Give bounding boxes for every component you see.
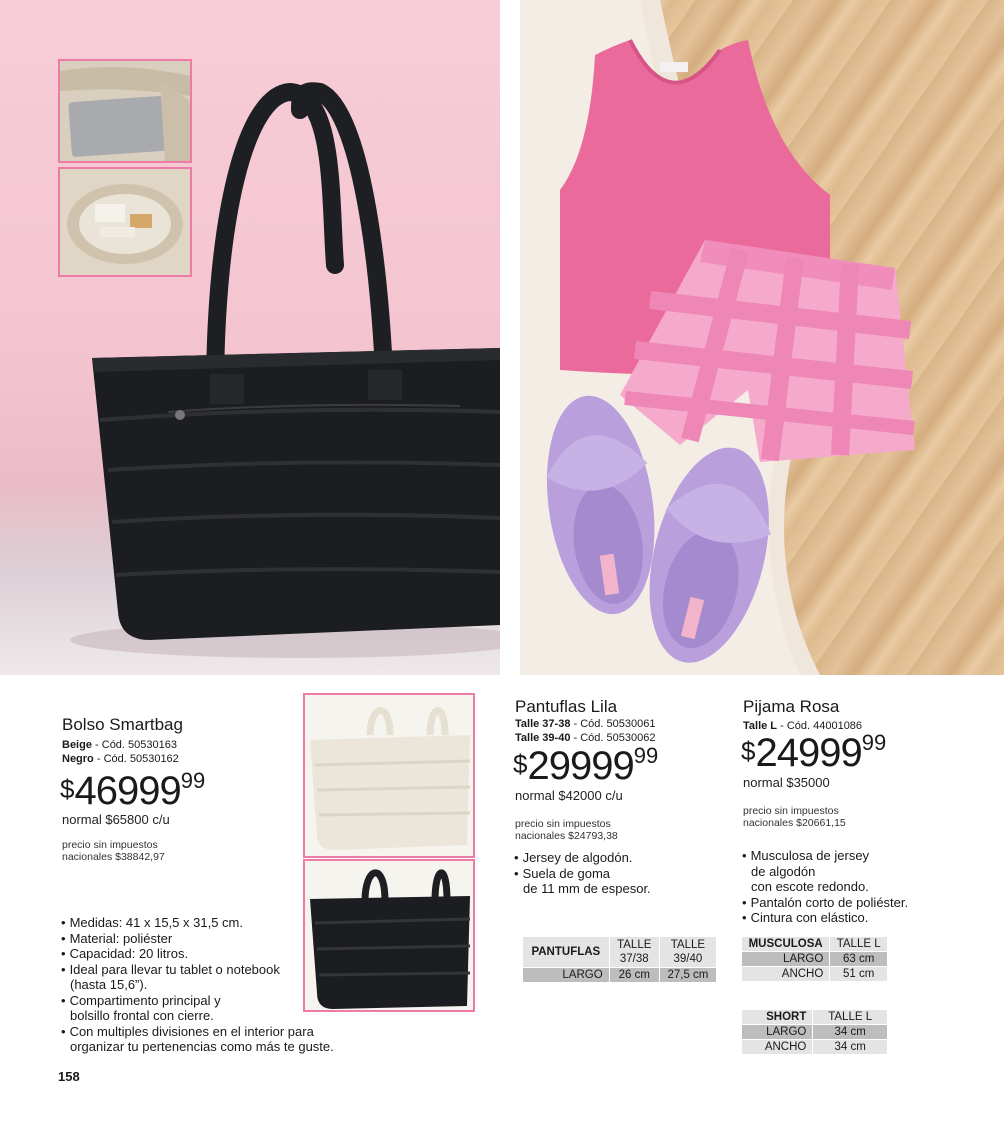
table-cell: 34 cm [813,1025,888,1040]
pantuflas-code-37-38: Talle 37-38 - Cód. 50530061 [515,718,656,730]
variant-black-thumbnail[interactable] [303,859,475,1012]
table-cell: LARGO [742,1025,813,1040]
pijama-title: Pijama Rosa [743,697,840,716]
pijama-code-talle-l: Talle L - Cód. 44001086 [743,720,863,732]
table-header-cell: TALLE L [813,1010,888,1025]
table-cell: 34 cm [813,1040,888,1055]
table-row [742,1040,888,1055]
thumbnail-laptop-compartment[interactable] [58,59,192,163]
table-row [742,967,888,982]
table-header-row [742,937,888,952]
table-cell: LARGO [523,968,609,983]
pantuflas-size-table [523,937,717,983]
bolso-codes [62,738,179,766]
table-header-cell: TALLE L [830,937,888,952]
list-item: • Jersey de algodón. [513,850,713,866]
pantuflas-features [513,850,713,897]
bolso-code-negro: Negro - Cód. 50530162 [62,753,179,765]
thumbnail-inside-dividers[interactable] [58,167,192,277]
list-item: • Cintura con elástico. [741,910,961,926]
bag-photo [0,0,500,675]
list-item: • Capacidad: 20 litros. [60,946,360,962]
pantuflas-price: $2999999 [513,743,659,788]
bolso-title: Bolso Smartbag [62,715,183,734]
table-cell: 26 cm [609,968,659,983]
pijama-normal-price: normal $35000 [743,775,830,790]
table-header-row [523,937,717,968]
bolso-price: $4699999 [60,768,206,813]
bolso-normal-price: normal $65800 c/u [62,812,170,827]
bag-interior-icon [60,169,190,275]
pantuflas-normal-price: normal $42000 c/u [515,788,623,803]
table-cell: LARGO [742,952,830,967]
table-row [742,1025,888,1040]
table-row [523,968,717,983]
pantuflas-title: Pantuflas Lila [515,697,618,716]
pantuflas-national-price: precio sin impuestos nacionales $24793,38 [515,818,618,842]
variant-beige-thumbnail[interactable] [303,693,475,858]
list-item: • Ideal para llevar tu tablet o notebook (hasta 15,6”). [60,962,360,993]
pajama-and-slippers-illustration [520,0,1004,675]
table-cell: 63 cm [830,952,888,967]
pijama-national-price: precio sin impuestos nacionales $20661,15 [743,805,846,829]
list-item: • Musculosa de jersey de algodón con escote redondo. [741,848,961,895]
table-row [742,952,888,967]
bolso-code-beige: Beige - Cód. 50530163 [62,739,177,751]
list-item: • Suela de goma de 11 mm de espesor. [513,866,713,897]
table-cell: ANCHO [742,967,830,982]
beige-bag-icon [305,695,473,856]
pajama-slippers-photo [520,0,1004,675]
bolso-national-price: precio sin impuestos nacionales $38842,97 [62,839,165,863]
list-item: • Con multiples divisiones en el interior para organizar tu pertenencias como más te guste. [60,1024,360,1055]
table-header-cell: SHORT [742,1010,813,1025]
pantuflas-codes [515,717,655,745]
table-header-cell: MUSCULOSA [742,937,830,952]
pijama-features [741,848,961,926]
pijama-price: $2499999 [741,730,887,775]
list-item: • Pantalón corto de poliéster. [741,895,961,911]
page-number: 158 [58,1069,80,1084]
list-item: • Medidas: 41 x 15,5 x 31,5 cm. [60,915,360,931]
black-bag-icon [305,861,473,1010]
table-cell: ANCHO [742,1040,813,1055]
pantuflas-code-39-40: Talle 39-40 - Cód. 50530062 [515,732,656,744]
list-item: • Compartimento principal y bolsillo frontal con cierre. [60,993,360,1024]
pijama-short-size-table [742,1010,888,1055]
table-header-row [742,1010,888,1025]
table-cell: 51 cm [830,967,888,982]
table-header-cell: TALLE 37/38 [609,937,659,968]
table-cell: 27,5 cm [659,968,716,983]
table-header-cell: PANTUFLAS [523,937,609,968]
list-item: • Material: poliéster [60,931,360,947]
table-header-cell: TALLE 39/40 [659,937,716,968]
pijama-musculosa-size-table [742,937,888,982]
laptop-in-bag-icon [60,61,190,161]
